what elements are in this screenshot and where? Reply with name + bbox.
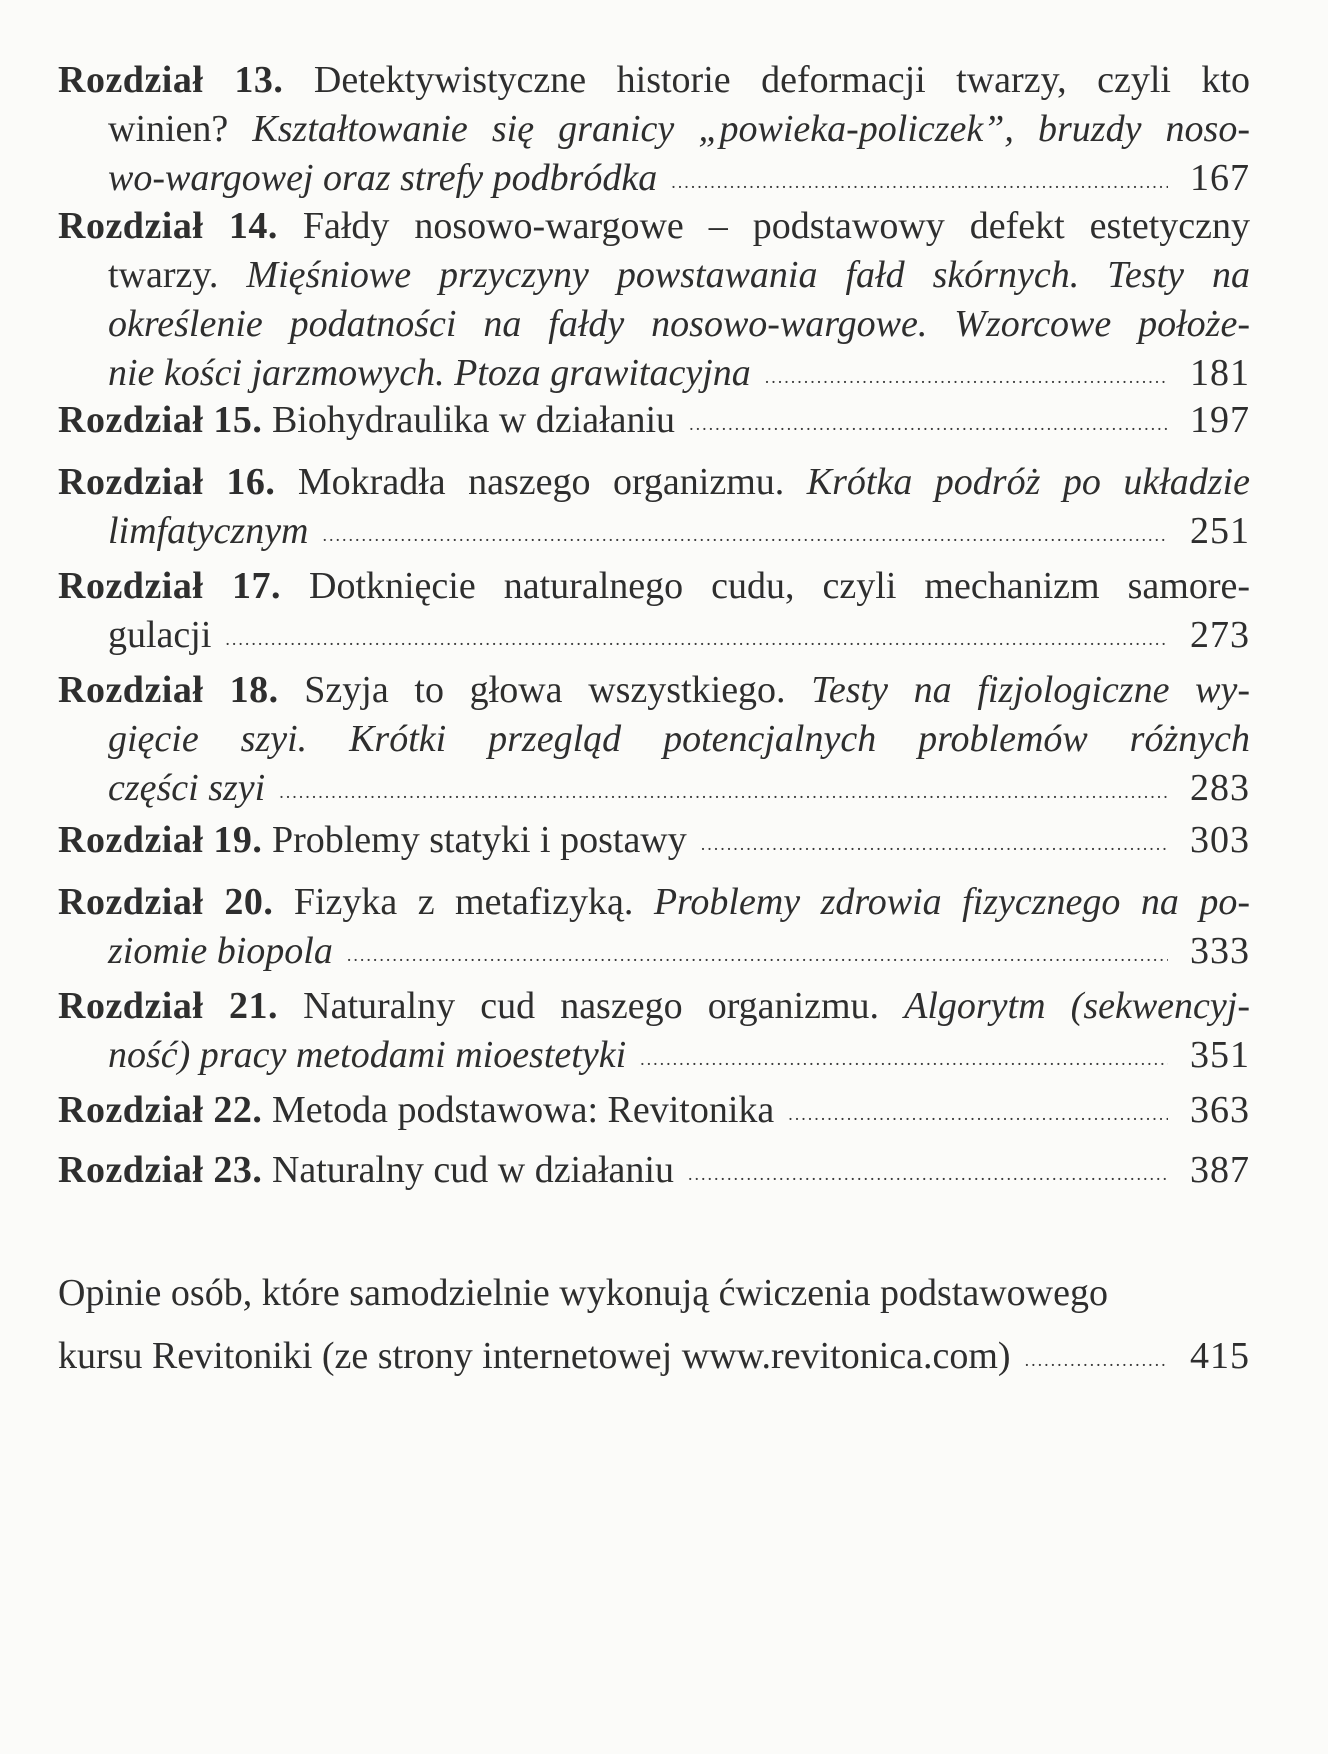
toc-line-text <box>108 1031 626 1080</box>
toc-line-text <box>108 764 265 813</box>
chapter-label: Rozdział 18. <box>58 669 279 711</box>
toc-entry <box>58 396 1250 451</box>
page-number: 363 <box>1190 1089 1250 1131</box>
chapter-label: Rozdział 22. <box>58 1089 263 1131</box>
dot-leader <box>347 931 1168 980</box>
chapter-subtitle: wo-wargowej oraz strefy podbródka <box>108 157 658 199</box>
toc-line-with-page <box>58 1146 1250 1201</box>
chapter-subtitle: części szyi <box>108 767 266 809</box>
page-number: 387 <box>1190 1149 1250 1191</box>
chapter-label: Rozdział 13. <box>58 59 284 101</box>
chapter-title: Problemy statyki i postawy <box>262 819 687 861</box>
dot-leader <box>1025 1329 1168 1392</box>
chapter-title: Szyja to głowa wszystkiego. <box>278 669 812 711</box>
page-number: 303 <box>1190 819 1250 861</box>
chapter-label: Rozdział 16. <box>58 461 276 503</box>
chapter-title: Fizyka z metafizyką. <box>273 881 654 923</box>
dot-leader <box>225 615 1168 664</box>
page-number: 351 <box>1190 1034 1250 1076</box>
opinions-line-1 <box>58 1262 1250 1325</box>
chapter-subtitle: Testy na fizjologiczne wy- <box>811 669 1250 711</box>
page-number: 181 <box>1190 352 1250 394</box>
toc-entry <box>58 816 1250 871</box>
chapter-title: Metoda podstawowa: Revitonika <box>262 1089 775 1131</box>
chapter-subtitle: określenie podatności na fałdy nosowo-wargowe. Wzorcowe położe- <box>108 303 1250 345</box>
toc-entry <box>58 666 1250 819</box>
toc-line-with-page <box>58 816 1250 871</box>
page-number: 415 <box>1190 1335 1250 1377</box>
chapter-subtitle: Problemy zdrowia fizycznego na po- <box>653 881 1250 923</box>
toc-line-with-page <box>108 1031 1250 1086</box>
opinions-text-2: kursu Revitoniki (ze strony internetowej www.revitonica.com) <box>58 1335 1011 1377</box>
toc-line-text <box>58 396 675 445</box>
toc-line-with-page <box>108 507 1250 562</box>
toc-line-with-page <box>108 764 1250 819</box>
toc-line-text <box>58 1146 674 1195</box>
chapter-title: Biohydraulika w działaniu <box>262 399 676 441</box>
toc-line-text <box>108 349 751 398</box>
toc-entry <box>58 56 1250 209</box>
chapter-label: Rozdział 14. <box>58 205 278 247</box>
chapter-subtitle: limfatycznym <box>108 510 309 552</box>
chapter-subtitle: Krótka podróż po układzie <box>806 461 1250 503</box>
dot-leader <box>689 400 1168 449</box>
page-number: 197 <box>1190 399 1250 441</box>
dot-leader <box>788 1090 1168 1139</box>
chapter-subtitle: Algorytm (sekwencyj- <box>904 985 1250 1027</box>
chapter-title: Naturalny cud w działaniu <box>262 1149 674 1191</box>
dot-leader <box>640 1035 1168 1084</box>
toc-entry <box>58 562 1250 666</box>
toc-line <box>58 56 1250 105</box>
toc-entry <box>58 878 1250 982</box>
toc-line-text <box>108 507 309 556</box>
toc-line-with-page <box>58 1086 1250 1141</box>
toc-line-text <box>108 927 333 976</box>
toc-line <box>58 982 1250 1031</box>
chapter-label: Rozdział 17. <box>58 565 281 607</box>
toc-line <box>58 562 1250 611</box>
dot-leader <box>765 353 1168 402</box>
toc-line <box>108 105 1250 154</box>
toc-line-text <box>108 154 657 203</box>
chapter-label: Rozdział 23. <box>58 1149 263 1191</box>
chapter-title: Mokradła naszego organizmu. <box>275 461 807 503</box>
chapter-label: Rozdział 20. <box>58 881 274 923</box>
toc-line <box>58 458 1250 507</box>
chapter-label: Rozdział 15. <box>58 399 263 441</box>
opinions-line-2 <box>58 1325 1250 1394</box>
dot-leader <box>671 158 1168 207</box>
toc-line-text <box>58 1086 774 1135</box>
chapter-subtitle: gięcie szyi. Krótki przegląd potencjalnych problemów różnych <box>108 718 1250 760</box>
chapter-title: twarzy. <box>108 254 247 296</box>
opinions-entry <box>58 1262 1250 1394</box>
chapter-subtitle: nie kości jarzmowych. Ptoza grawitacyjna <box>108 352 751 394</box>
opinions-text-1: Opinie osób, które samodzielnie wykonują ćwiczenia podstawowego <box>58 1272 1108 1314</box>
page-number: 283 <box>1190 767 1250 809</box>
dot-leader <box>701 820 1168 869</box>
page-number: 167 <box>1190 157 1250 199</box>
toc-entry <box>58 1086 1250 1141</box>
toc-entry <box>58 202 1250 404</box>
toc-line-with-page <box>108 154 1250 209</box>
chapter-label: Rozdział 21. <box>58 985 279 1027</box>
toc-line-with-page <box>108 611 1250 666</box>
toc-line <box>58 666 1250 715</box>
toc-entry <box>58 1146 1250 1201</box>
dot-leader <box>279 768 1168 817</box>
dot-leader <box>688 1150 1168 1199</box>
page-number: 273 <box>1190 614 1250 656</box>
chapter-subtitle: ziomie biopola <box>108 930 333 972</box>
chapter-subtitle: ność) pracy metodami mioestetyki <box>108 1034 627 1076</box>
chapter-title: gulacji <box>108 614 212 656</box>
toc-line <box>58 202 1250 251</box>
toc-line-with-page <box>58 396 1250 451</box>
toc-line-text <box>108 611 211 660</box>
chapter-label: Rozdział 19. <box>58 819 263 861</box>
toc-entry <box>58 982 1250 1086</box>
toc-line <box>58 878 1250 927</box>
page-number: 251 <box>1190 510 1250 552</box>
toc-line <box>108 300 1250 349</box>
toc-line-with-page <box>108 927 1250 982</box>
dot-leader <box>323 511 1168 560</box>
chapter-title: Naturalny cud naszego organizmu. <box>278 985 905 1027</box>
toc-line <box>108 251 1250 300</box>
toc-line-text <box>58 816 687 865</box>
chapter-title: Detektywistyczne historie deformacji twarzy, czyli kto <box>283 59 1250 101</box>
toc-line <box>108 715 1250 764</box>
toc-entry <box>58 458 1250 562</box>
chapter-subtitle: Kształtowanie się granicy „powieka-policzek”, bruzdy noso- <box>252 108 1250 150</box>
chapter-title: Dotknięcie naturalnego cudu, czyli mechanizm samore- <box>280 565 1250 607</box>
chapter-title: Fałdy nosowo-wargowe – podstawowy defekt estetyczny <box>277 205 1250 247</box>
page-number: 333 <box>1190 930 1250 972</box>
chapter-title: winien? <box>108 108 253 150</box>
chapter-subtitle: Mięśniowe przyczyny powstawania fałd skórnych. Testy na <box>246 254 1250 296</box>
